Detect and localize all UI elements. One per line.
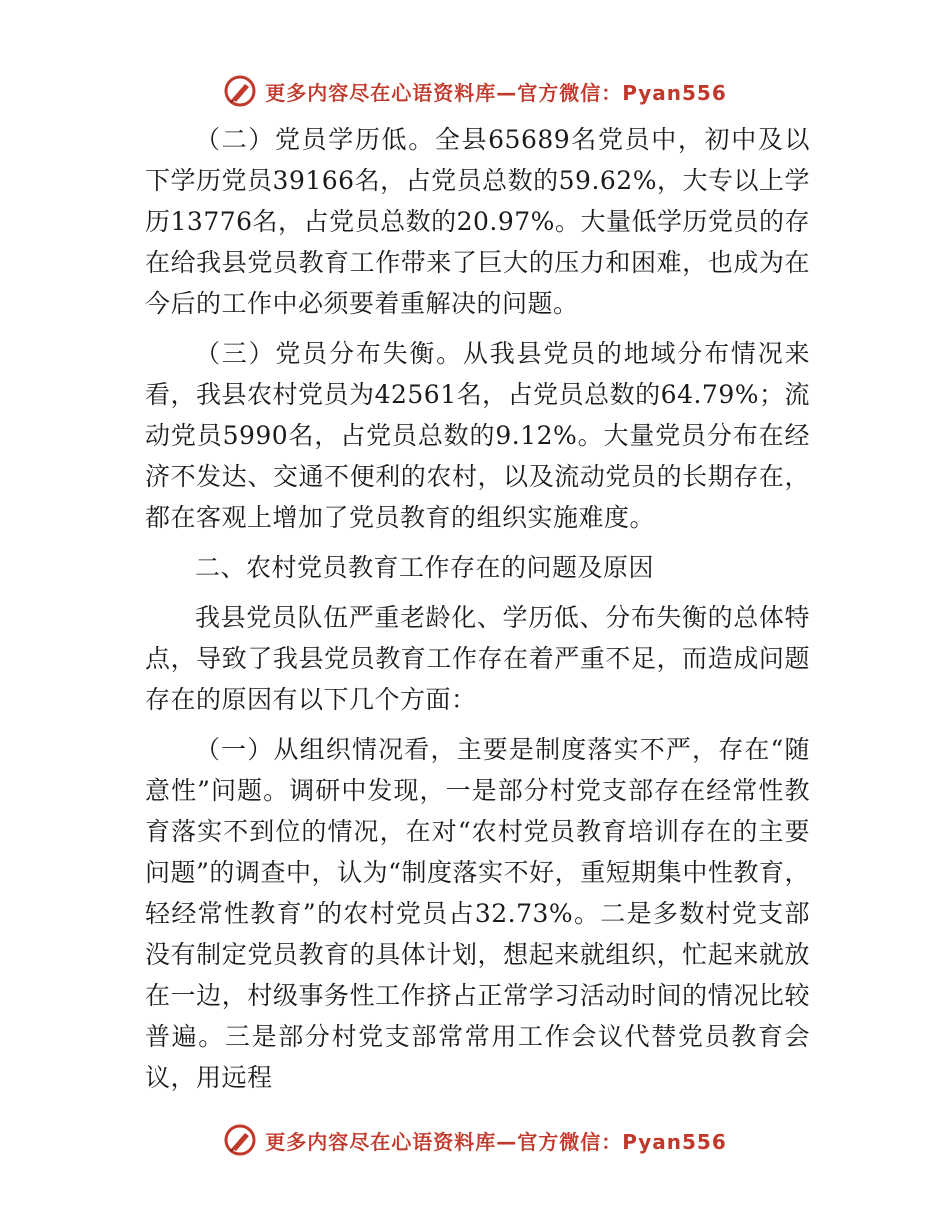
paragraph-organization: （一）从组织情况看，主要是制度落实不严，存在“随意性”问题。调研中发现，一是部分村党支部存在经常性教育落实不到位的情况，在对“农村党员教育培训存在的主要问题”的调查中，认为“制度落实不好，重短期集中性教育，轻经常性教育”的农村党员占32.73%。二是多数村党支部没有制定党员教育的具体计划，想起来就组织，忙起来就放在一边，村级事务性工作挤占正常学习活动时间的情况比较普遍。三是部分村党支部常常用工作会议代替党员教育会议，用远程 — [145, 735, 810, 1092]
header-banner — [0, 71, 950, 111]
footer-banner-text: 更多内容尽在心语资料库—官方微信：Pyan556 — [265, 1129, 727, 1154]
paragraph-overview: 我县党员队伍严重老龄化、学历低、分布失衡的总体特点，导致了我县党员教育工作存在着严重不足，而造成问题存在的原因有以下几个方面： — [145, 603, 810, 714]
paragraph-education-level: （二）党员学历低。全县65689名党员中，初中及以下学历党员39166名，占党员总数的59.62%，大专以上学历13776名，占党员总数的20.97%。大量低学历党员的存在给我县党员教育工作带来了巨大的压力和困难，也成为在今后的工作中必须要着重解决的问题。 — [145, 125, 810, 318]
header-banner-text: 更多内容尽在心语资料库—官方微信：Pyan556 — [265, 80, 727, 105]
paragraph-distribution-imbalance: （三）党员分布失衡。从我县党员的地域分布情况来看，我县农村党员为42561名，占党员总数的64.79%；流动党员5990名，占党员总数的9.12%。大量党员分布在经济不发达、交通不便利的农村，以及流动党员的长期存在，都在客观上增加了党员教育的组织实施难度。 — [145, 339, 810, 532]
document-body — [145, 119, 810, 1107]
section-heading-problems: 二、农村党员教育工作存在的问题及原因 — [195, 553, 655, 582]
footer-banner — [0, 1120, 950, 1160]
pen-logo-icon — [223, 74, 257, 108]
pen-logo-icon — [223, 1123, 257, 1157]
